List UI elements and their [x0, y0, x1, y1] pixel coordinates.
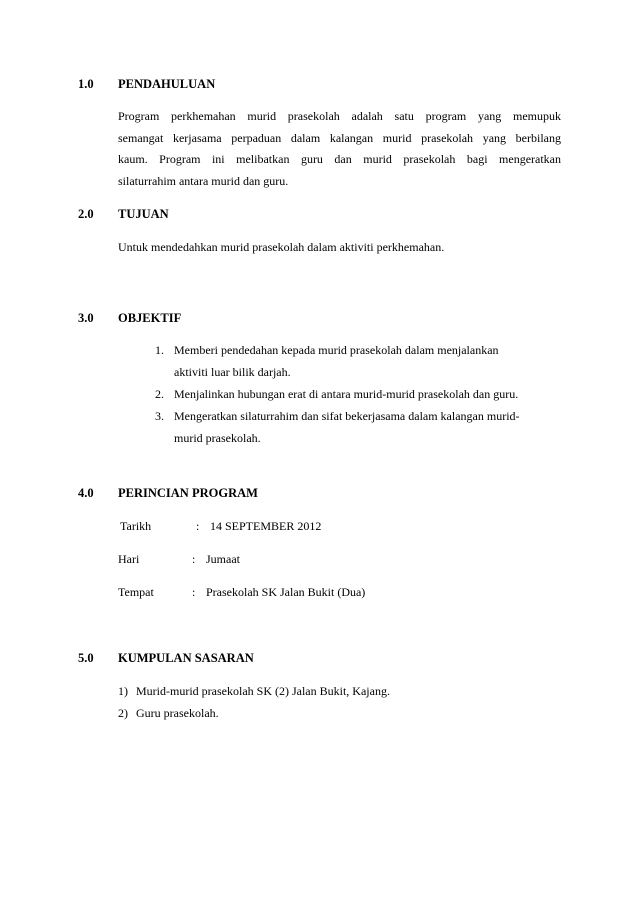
detail-separator: : [196, 519, 200, 533]
intro-paragraph [118, 106, 561, 192]
section-number: 2.0 [78, 207, 94, 221]
detail-value: Jumaat [206, 552, 240, 566]
list-item: Mengeratkan silaturrahim dan sifat bekerjasama dalam kalangan murid- [174, 409, 520, 423]
list-marker: 1. [155, 343, 164, 357]
detail-separator: : [192, 585, 196, 599]
paragraph-line: kaum. Program ini melibatkan guru dan murid prasekolah bagi mengeratkan [118, 152, 561, 166]
paragraph-line: silaturrahim antara murid dan guru. [118, 173, 289, 188]
section-heading: TUJUAN [118, 207, 169, 221]
detail-label: Tarikh [120, 519, 152, 533]
list-item: aktiviti luar bilik darjah. [174, 365, 291, 379]
section-number: 4.0 [78, 486, 94, 500]
purpose-text: Untuk mendedahkan murid prasekolah dalam aktiviti perkhemahan. [118, 240, 445, 254]
section-heading: OBJEKTIF [118, 311, 182, 325]
list-marker: 2. [155, 387, 164, 401]
section-number: 3.0 [78, 311, 94, 325]
list-item: Murid-murid prasekolah SK (2) Jalan Bukit, Kajang. [136, 684, 390, 698]
detail-value: 14 SEPTEMBER 2012 [210, 519, 322, 533]
detail-label: Tempat [118, 585, 154, 599]
detail-label: Hari [118, 552, 140, 566]
detail-value: Prasekolah SK Jalan Bukit (Dua) [206, 585, 366, 599]
paragraph-line: semangat kerjasama perpaduan dalam kalangan murid prasekolah yang berbilang [118, 130, 561, 145]
detail-separator: : [192, 552, 196, 566]
list-item: Memberi pendedahan kepada murid prasekolah dalam menjalankan [174, 343, 499, 357]
list-marker: 2) [118, 706, 128, 720]
list-marker: 1) [118, 684, 128, 698]
list-item: Guru prasekolah. [136, 706, 219, 720]
list-item: Menjalinkan hubungan erat di antara murid-murid prasekolah dan guru. [174, 387, 519, 401]
paragraph-line: Program perkhemahan murid prasekolah adalah satu program yang memupuk [118, 109, 561, 123]
list-marker: 3. [155, 409, 164, 423]
section-number: 1.0 [78, 77, 94, 91]
section-heading: KUMPULAN SASARAN [118, 651, 254, 665]
section-heading: PENDAHULUAN [118, 77, 216, 91]
section-number: 5.0 [78, 651, 94, 665]
list-item: murid prasekolah. [174, 431, 261, 445]
section-heading: PERINCIAN PROGRAM [118, 486, 258, 500]
